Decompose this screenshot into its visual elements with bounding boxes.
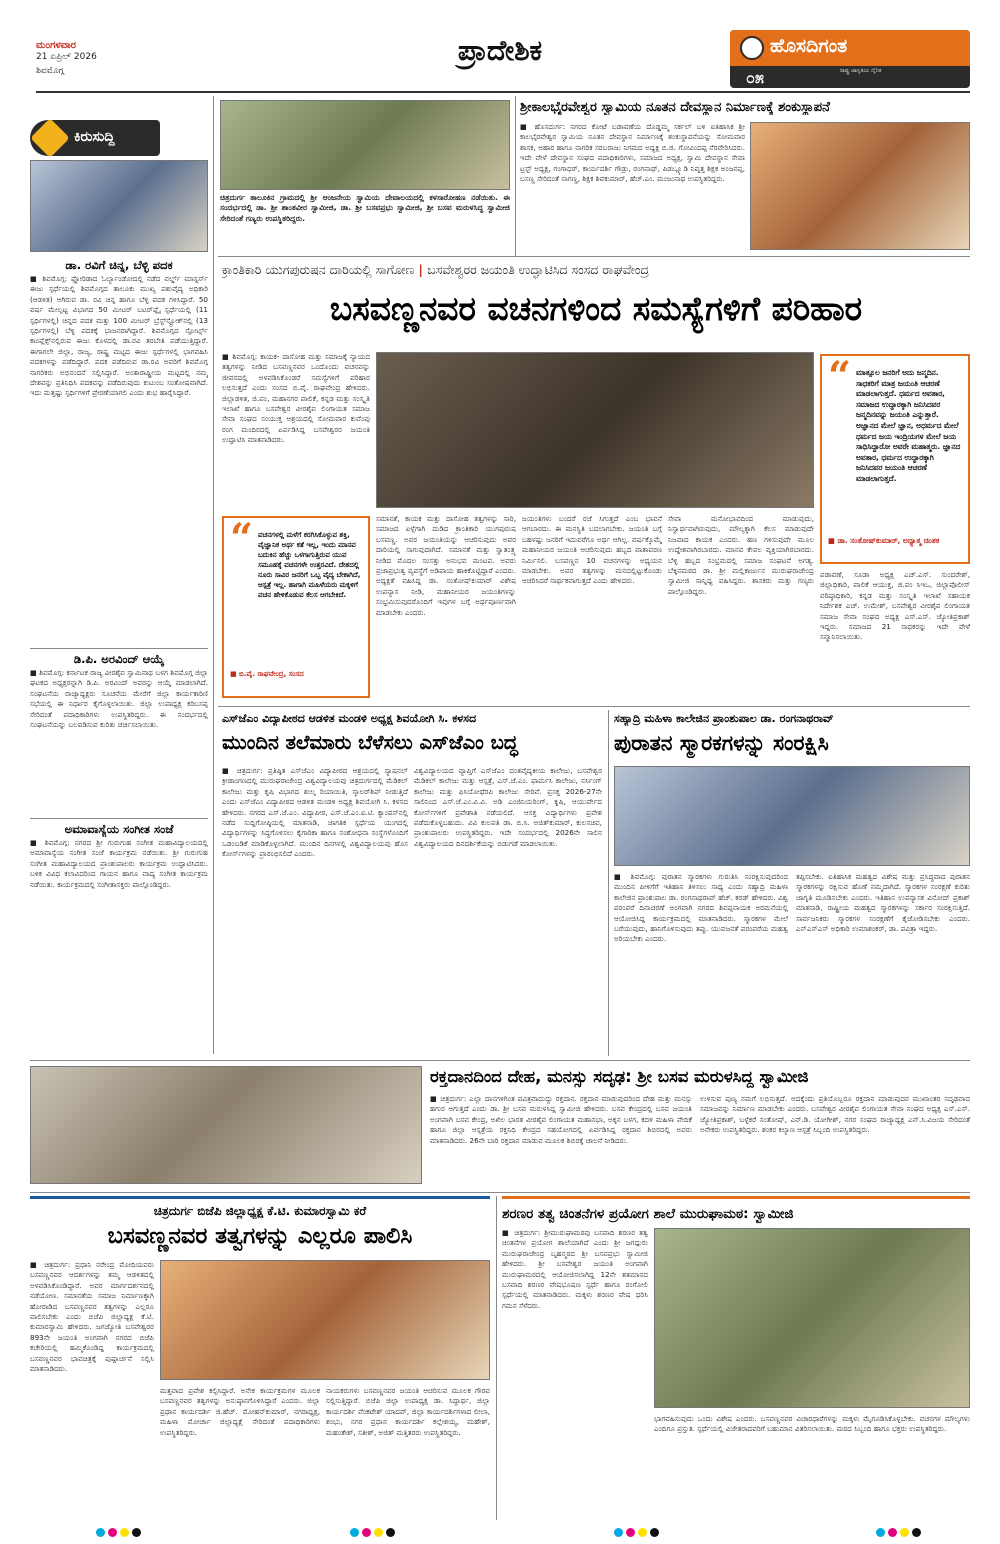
bjp-headline: ಬಸವಣ್ಣನವರ ತತ್ವಗಳನ್ನು ಎಲ್ಲರೂ ಪಾಲಿಸಿ [107, 1223, 413, 1249]
reg-dot-black [912, 1528, 921, 1537]
kirusuddi-icon [30, 118, 70, 158]
blood-headline: ರಕ್ತದಾನದಿಂದ ದೇಹ, ಮನಸ್ಸು ಸದೃಢ: ಶ್ರೀ ಬಸವ ಮರುಳಸಿದ್ದ ಸ್ವಾಮೀಜಿ [430, 1067, 809, 1086]
quote2-author: ■ ಡಾ. ಸಂತೋಷ್‌ಕುಮಾರ್, ಅಧ್ಯಾತ್ಮ ಚಿಂತಕ [828, 536, 940, 545]
sjm-col1: ■ ಚಿತ್ರದುರ್ಗ: ಪ್ರತಿಷ್ಠಿತ ಎಸ್‌ಜೆಎಂ ವಿದ್ಯಾಪೀಠದ ಆಶ್ರಯದಲ್ಲಿ ನ್ಯಾಷನಲ್ ಕ್ರೀಡಾಂಗಣದಲ್ಲಿ ಮುರುಘರಾಜೇಂದ್ರ ವಿಶ್ವವಿದ್ಯಾಲಯವು ಚಿತ್ರದುರ್ಗದಲ್ಲಿ ಮೆಡಿಕಲ್ ಕಾಲೇಜು ಮತ್ತು ಕೃಷಿ ವಿಭಾಗದ ಶುಲ್ಕ ರಿಯಾಯಿತಿ, ಸ್ಕಾಲರ್‌ಶಿಪ್ ನೀಡುತ್ತಿದೆ ಎಂದು ಎಸ್‌ಜೆಎಂ ವಿದ್ಯಾಪೀಠದ ಆಡಳಿತ ಮಂಡಳಿ ಅಧ್ಯಕ್ಷ ಶಿವಯೋಗಿ ಸಿ. ಕಳಸದ ಹೇಳಿದರು. ನಗರದ ಎಸ್.ಜೆ.ಎಂ. ವಿದ್ಯಾಪೀಠ, ಎಸ್.ಜೆ.ಎಂ.ಐ.ಟಿ. ಕ್ಯಾಂಪಸ್‌ನಲ್ಲಿ ನಡೆದ ಸುದ್ದಿಗೋಷ್ಠಿಯಲ್ಲಿ ಮಾತನಾಡಿ, ಜಾಗತಿಕ ಸ್ಪರ್ಧೆಯ ಯುಗದಲ್ಲಿ ವಿದ್ಯಾರ್ಥಿಗಳನ್ನು ಸಿದ್ಧಗೊಳಿಸಲು ಕೈಗಾರಿಕಾ ಹಾಗೂ ಸಂಶೋಧನಾ ಸಂಸ್ಥೆಗಳೊಂದಿಗೆ ಒಡಂಬಡಿಕೆ ಮಾಡಿಕೊಳ್ಳಲಾಗಿದೆ. ಮುಂದಿನ ದಿನಗಳಲ್ಲಿ ವಿಶ್ವವಿದ್ಯಾಲಯವು ಹೊಸ ಕೋರ್ಸ್‌ಗಳನ್ನು ಪ್ರಾರಂಭಿಸಲಿದೆ ಎಂದರು. [222, 766, 408, 859]
quote-icon: “ [828, 353, 852, 400]
bjp-event-photo [160, 1260, 490, 1380]
reg-dot-yellow [120, 1528, 129, 1537]
temple-body: ■ ಹೊಸದುರ್ಗ: ನಗರದ ಕೋಟೆ ಬಡಾವಣೆಯ ದೊಡ್ಡಮ್ಮ ಸರ್ಕಲ್ ಬಳಿ ಐತಿಹಾಸಿಕ ಶ್ರೀ ಕಾಲಭೈರವೇಶ್ವರ ಸ್ವಾಮಿಯ ನೂತನ ದೇವಸ್ಥಾನ ನಿರ್ಮಾಣಕ್ಕೆ ಶಂಕುಸ್ಥಾಪನೆಯನ್ನು ಸೋಮವಾರ ಶಾಸಕ, ಆಹಾರ ಹಾಗೂ ನಾಗರಿಕ ಸರಬರಾಜು ನಿಗಮದ ಅಧ್ಯಕ್ಷ ಬಿ.ಜಿ. ಗೋವಿಂದಪ್ಪ ನೆರವೇರಿಸಿದರು. ಇದೇ ವೇಳೆ ದೇವಸ್ಥಾನ ಸಂಘದ ಪದಾಧಿಕಾರಿಗಳು, ಸಮಾಜದ ಅಧ್ಯಕ್ಷ, ಸ್ವಾಮಿ ದೇವಸ್ಥಾನ ಸೇವಾ ಟ್ರಸ್ಟ್ ಅಧ್ಯಕ್ಷ, ಗಂಗಾಧರ್, ಕಾರ್ಯದರ್ಶಿ ಗೌಡ್ರು, ರಂಗನಾಥ್, ಪಿಡಬ್ಲ್ಯೂಡಿ ನಿವೃತ್ತ ಶಿಕ್ಷಕ ಅಂಜನಪ್ಪ, ಬಸಣ್ಣ ಸೇರಿದಂತೆ ನಾಗಣ್ಣ, ಶಿಕ್ಷಕ ಶಿವಕುಮಾರ್, ಹೆಚ್.ಎಂ. ಮಂಜುನಾಥ ಉಪಸ್ಥಿತರಿದ್ದರು. [520, 122, 745, 184]
masthead [0, 0, 1000, 92]
temple-title: ಶ್ರೀಕಾಲಭೈರವೇಶ್ವರ ಸ್ವಾಮಿಯ ನೂತನ ದೇವಸ್ಥಾನ ನಿರ್ಮಾಣಕ್ಕೆ ಶಂಕುಸ್ಥಾಪನೆ [520, 100, 830, 115]
lead-col1: ■ ಶಿವಮೊಗ್ಗ: ಕಾಯಕ- ದಾಸೋಹ ಮತ್ತು ಸಮಾಜಕ್ಕೆ ನ್ಯಾಯದ ತತ್ವಗಳನ್ನು ನೀಡಿದ ಬಸವಣ್ಣನವರ ಒಂದೊಂದು ವಚನವನ್ನು ಜೀವನದಲ್ಲಿ ಅಳವಡಿಸಿಕೊಂಡರೆ ಸಮಸ್ಯೆಗಳಿಗೆ ಪರಿಹಾರ ಲಭಿಸುತ್ತದೆ ಎಂದು ಸಂಸದ ಬಿ.ವೈ. ರಾಘವೇಂದ್ರ ಹೇಳಿದರು. ಜಿಲ್ಲಾಡಳಿತ, ಜಿ.ಪಂ, ಮಹಾನಗರ ಪಾಲಿಕೆ, ಕನ್ನಡ ಮತ್ತು ಸಂಸ್ಕೃತಿ ಇಲಾಖೆ ಹಾಗೂ ಬಸವೇಶ್ವರ ವೀರಶೈವ ಲಿಂಗಾಯತ ಸಮಾಜ ಸೇವಾ ಸಂಘದ ಸಂಯುಕ್ತ ಆಶ್ರಯದಲ್ಲಿ ಸೋಮವಾರ ಕುವೆಂಪು ರಂಗ ಮಂದಿರದಲ್ಲಿ ಏರ್ಪಡಿಸಿದ್ದ ಬಸವೇಶ್ವರರ ಜಯಂತಿ ಉದ್ಘಾಟಿಸಿ ಮಾತನಾಡಿದರು. [222, 352, 370, 445]
masthead-date-block [36, 40, 146, 76]
sjm-kicker: ಎಸ್‌ಜೆಎಂ ವಿದ್ಯಾಪೀಠದ ಆಡಳಿತ ಮಂಡಳಿ ಅಧ್ಯಕ್ಷ ಶಿವಯೋಗಿ ಸಿ. ಕಳಸದ [222, 712, 477, 725]
heritage-headline: ಪುರಾತನ ಸ್ಮಾರಕಗಳನ್ನು ಸಂರಕ್ಷಿಸಿ [614, 731, 829, 755]
sharana-headline: ಶರಣರ ತತ್ವ ಚಿಂತನೆಗಳ ಪ್ರಯೋಗ ಶಾಲೆ ಮುರುಘಾಮಠ: ಸ್ವಾಮೀಜಿ [502, 1206, 794, 1222]
reg-dot-black [386, 1528, 395, 1537]
reg-dot-magenta [362, 1528, 371, 1537]
story2-body: ■ ಶಿವಮೊಗ್ಗ: ಕರ್ನಾಟಕ ರಾಜ್ಯ ವೀರಶೈವ ಸ್ವಾಮಿನಾಥ ಬಳಗ ಶಿವಮೊಗ್ಗ ಜಿಲ್ಲಾ ಘಟಕದ ಅಧ್ಯಕ್ಷರನ್ನಾಗಿ ಡಿ.ಪಿ. ಅರವಿಂದ್ ಅವರನ್ನು ಆಯ್ಕೆ ಮಾಡಲಾಗಿದೆ. ಸಂಘಟನೆಯ ರಾಜ್ಯಾಧ್ಯಕ್ಷರು ಸೂಚನೆಯ ಮೇರೆಗೆ ಜಿಲ್ಲಾ ಕಾರ್ಯಕಾರಿಣಿ ಸಭೆಯಲ್ಲಿ ಈ ನಿರ್ಧಾರ ಕೈಗೊಳ್ಳಲಾಯಿತು. ಜಿಲ್ಲಾ ಉಪಾಧ್ಯಕ್ಷ ಕರಿಬಸಪ್ಪ ಸೇರಿದಂತೆ ಪದಾಧಿಕಾರಿಗಳು ಉಪಸ್ಥಿತರಿದ್ದರು. ಈ ಸಂದರ್ಭದಲ್ಲಿ ಸಂಘಟನೆಯನ್ನು ಬಲಪಡಿಸುವ ಕುರಿತು ಚರ್ಚಿಸಲಾಯಿತು. [30, 668, 208, 730]
lead-kicker-left: ಕ್ರಾಂತಿಕಾರಿ ಯುಗಪುರುಷನ ದಾರಿಯಲ್ಲಿ ಸಾಗೋಣ [222, 262, 415, 277]
heritage-col1: ■ ಶಿವಮೊಗ್ಗ: ಪುರಾತನ ಸ್ಮಾರಕಗಳು ಗುರುತಿಸಿ ಸಂರಕ್ಷಿಸುವುದರಿಂದ ಮುಂದಿನ ಪೀಳಿಗೆಗೆ ಇತಿಹಾಸ ತಿಳಿಸಲು ಸಾಧ್ಯ ಎಂದು ಸಹ್ಯಾದ್ರಿ ಮಹಿಳಾ ಕಾಲೇಜಿನ ಪ್ರಾಂಶುಪಾಲ ಡಾ. ರಂಗನಾಥರಾವ್ ಹೆಚ್. ಕರಡ್ ಹೇಳಿದರು. ವಿಶ್ವ ಪರಂಪರೆ ದಿನಾಚರಣೆ ಅಂಗವಾಗಿ ನಗರದ ಶಿವಪ್ಪನಾಯಕ ಅರಮನೆಯಲ್ಲಿ ಆಯೋಜಿಸಿದ್ದ ಕಾರ್ಯಕ್ರಮದಲ್ಲಿ ಮಾತನಾಡಿದರು. ಸ್ಮಾರಕಗಳ ಮೇಲೆ ಬರೆಯುವುದು, ಹಾನಿಗೊಳಿಸುವುದು ತಪ್ಪು. ಯುವಜನತೆ ಪರಂಪರೆಯ ಮಹತ್ವ ಅರಿಯಬೇಕು ಎಂದರು. [614, 872, 788, 944]
weekday: ಮಂಗಳವಾರ [36, 40, 77, 51]
story3-title: ಅಮಾವಾಸ್ಯೆಯ ಸಂಗೀತ ಸಂಜೆ [64, 822, 174, 836]
reg-dot-yellow [900, 1528, 909, 1537]
heritage-col2: ತಪ್ಪಿಸಬೇಕು. ಐತಿಹಾಸಿಕ ಮಹತ್ವದ ವಿಶೇಷ ಮತ್ತು ಪ್ರಸಿದ್ಧವಾದ ಪುರಾತನ ಸ್ಮಾರಕಗಳನ್ನು ರಕ್ಷಿಸುವ ಹೊಣೆ ನಮ್ಮದಾಗಿದೆ. ಸ್ಮಾರಕಗಳ ಸಂರಕ್ಷಣೆ ಕುರಿತು ಜಾಗೃತಿ ಮೂಡಿಸಬೇಕು ಎಂದರು. ಇತಿಹಾಸ ಉಪನ್ಯಾಸಕ ವಿನೋದ್ ಪ್ರಕಾಶ್ ಮಾತನಾಡಿ, ರಾಷ್ಟ್ರೀಯ ಮಹತ್ವದ ಸ್ಮಾರಕಗಳನ್ನು ಸರ್ಕಾರ ಸಂರಕ್ಷಿಸುತ್ತಿದೆ. ಸಾರ್ವಜನಿಕರು ಸ್ಮಾರಕಗಳ ಸಂರಕ್ಷಣೆಗೆ ಕೈಜೋಡಿಸಬೇಕು ಎಂದರು. ಎನ್ಎಸ್ಎಸ್ ಅಧಿಕಾರಿ ಉಮಾಶಂಕರ್, ಡಾ. ಪವಿತ್ರಾ ಇದ್ದರು. [796, 872, 970, 934]
bjp-kicker: ಚಿತ್ರದುರ್ಗ ಬಿಜೆಪಿ ಜಿಲ್ಲಾಧ್ಯಕ್ಷ ಕೆ.ಟಿ. ಕುಮಾರಸ್ವಾಮಿ ಕರೆ [153, 1204, 367, 1218]
reg-dot-cyan [614, 1528, 623, 1537]
bjp-col2: ಮತ್ತವಾದ ಪ್ರವೇಶ ಕಲ್ಪಿಸಿದ್ದಾರೆ. ಅನೇಕ ಕಾರ್ಯಕ್ರಮಗಳ ಮೂಲಕ ಬಸವಣ್ಣನವರ ತತ್ವಗಳನ್ನು ಅನುಷ್ಠಾನಗೊಳಿಸಿದ್ದಾರೆ ಎಂದರು. ಜಿಲ್ಲಾ ಪ್ರಧಾನ ಕಾರ್ಯದರ್ಶಿ ಜಿ.ಹೆಚ್. ಮೋಹನ್‌ಕುಮಾರ್, ನಗರಾಧ್ಯಕ್ಷ, ಮಹಿಳಾ ಮೋರ್ಚಾ ಜಿಲ್ಲಾಧ್ಯಕ್ಷೆ ಸೇರಿದಂತೆ ಪದಾಧಿಕಾರಿಗಳು ಉಪಸ್ಥಿತರಿದ್ದರು. [160, 1386, 320, 1437]
quote-icon: “ [230, 515, 254, 562]
reg-dot-magenta [888, 1528, 897, 1537]
quote1-author: ■ ಬಿ.ವೈ. ರಾಘವೇಂದ್ರ, ಸಂಸದ [230, 670, 304, 678]
reg-dot-magenta [108, 1528, 117, 1537]
page-number: ೦೫ [746, 68, 764, 87]
bjp-col3: ನಾಯಕರುಗಳು ಬಸವಣ್ಣನವರ ಜಯಂತಿ ಆಚರಿಸುವ ಮೂಲಕ ಗೌರವ ಸಲ್ಲಿಸುತ್ತಿದ್ದಾರೆ. ಬಿಜೆಪಿ ಜಿಲ್ಲಾ ಉಪಾಧ್ಯಕ್ಷ ಡಾ. ಸಿದ್ದಾರ್ಥ, ಜಿಲ್ಲಾ ಕಾರ್ಯದರ್ಶಿ ವೆಂಕಟೇಶ್ ಯಾದವ್, ಜಿಲ್ಲಾ ಕಾರ್ಯದರ್ಶಿಗಳಾದ ಲೀಲಾ, ಶಂಭು, ನಗರ ಪ್ರಧಾನ ಕಾರ್ಯದರ್ಶಿ ಕಲ್ಲೇಶಯ್ಯ, ಮಹೇಶ್, ಮಹಂತೇಶ್, ಸತೀಶ್, ಅಜಿತ್ ಮತ್ತಿತರರು ಉಪಸ್ಥಿತರಿದ್ದರು. [326, 1386, 490, 1437]
section-title: ಪ್ರಾದೇಶಿಕ [457, 34, 543, 67]
lead-quote-1 [222, 516, 370, 698]
kirusuddi-label: ಕಿರುಸುದ್ದಿ [74, 129, 115, 145]
reg-dot-yellow [638, 1528, 647, 1537]
reg-dot-black [132, 1528, 141, 1537]
brand-badge [730, 30, 970, 88]
heritage-group-photo [614, 766, 970, 866]
lead-headline: ಬಸವಣ್ಣನವರ ವಚನಗಳಿಂದ ಸಮಸ್ಯೆಗಳಿಗೆ ಪರಿಹಾರ [329, 289, 863, 328]
reg-dot-cyan [876, 1528, 885, 1537]
sjm-headline: ಮುಂದಿನ ತಲೆಮಾರು ಬೆಳೆಸಲು ಎಸ್‌ಜೆಎಂ ಬದ್ಧ [222, 731, 518, 754]
lead-col2: ಸಮಾನತೆ, ಕಾಯಕ ಮತ್ತು ದಾಸೋಹ ತತ್ವಗಳನ್ನು ಸಾರಿ, ಸಮಾಜದ ಏಳ್ಗೆಗಾಗಿ ದುಡಿದ ಕ್ರಾಂತಿಕಾರಿ ಯುಗಪುರುಷ ಬಸವಣ್ಣ. ಅವರ ಜಯಂತಿಯನ್ನು ಆಚರಿಸುವುದು ಅವರ ದಾರಿಯಲ್ಲಿ ಸಾಗುವುದಾಗಿದೆ. ಸಮಾನತೆ ಮತ್ತು ಸ್ವಾತಂತ್ರ್ಯ ನೀಡಿದ ಮೊದಲ ಸಂಸತ್ತು ಅನುಭವ ಮಂಟಪ. ಅವರು ಪ್ರಜಾಪ್ರಭುತ್ವ ವ್ಯವಸ್ಥೆಗೆ ಅಡಿಪಾಯ ಹಾಕಿಕೊಟ್ಟಿದ್ದಾರೆ ಎಂದರು. ಅಧ್ಯಕ್ಷತೆ ವಹಿಸಿದ್ದ ಡಾ. ಸಂತೋಷ್‌ಕುಮಾರ್ ವಿಶೇಷ ಉಪನ್ಯಾಸ ನೀಡಿ, ಮಹಾನೀಯರ ಜಯಂತಿಗಳನ್ನು ಸಂಭ್ರಮಿಸುವುದರೊಂದಿಗೆ ಇವುಗಳ ಬಗ್ಗೆ ಅರ್ಥಪೂರ್ಣವಾಗಿ ಮಾಡಬೇಕು ಎಂದರು. [376, 514, 516, 617]
swimmer-photo [30, 160, 208, 252]
sharana-col2: ಭಾಗವಹಿಸುವುದು ಒಂದು ವಿಶೇಷ ಎಂದರು. ಬಸವಣ್ಣನವರ ವಿಚಾರಧಾರೆಗಳನ್ನು ಮಕ್ಕಳು ಮೈಗೂಡಿಸಿಕೊಳ್ಳಬೇಕು. ವಚನಗಳ ಮೌಲ್ಯಗಳು ಎಂದಿಗೂ ಪ್ರಸ್ತುತ. ಸ್ಪರ್ಧೆಯಲ್ಲಿ ವಿಜೇತರಾದವರಿಗೆ ಬಹುಮಾನ ವಿತರಿಸಲಾಯಿತು. ಮಠದ ಸಿಬ್ಬಂದಿ ಹಾಗೂ ಭಕ್ತರು ಉಪಸ್ಥಿತರಿದ್ದರು. [654, 1414, 970, 1434]
lead-stage-photo [376, 352, 814, 508]
lead-kicker: ಕ್ರಾಂತಿಕಾರಿ ಯುಗಪುರುಷನ ದಾರಿಯಲ್ಲಿ ಸಾಗೋಣ | ಬಸವೇಶ್ವರರ ಜಯಂತಿ ಉದ್ಘಾಟಿಸಿದ ಸಂಸದ ರಾಘವೇಂದ್ರ [222, 262, 649, 277]
blood-col2: ಉಳಿಸುವ ಪುಣ್ಯ ನಮಗೆ ಲಭಿಸುತ್ತದೆ. ಅದಕ್ಕೆಂದು ಪ್ರತಿಯೊಬ್ಬರೂ ರಕ್ತದಾನ ಮಾಡುವುದರ ಮುಖಾಂತರ ಸದೃಢವಾದ ಸಮಾಜವನ್ನು ನಿರ್ಮಾಣ ಮಾಡಬೇಕು ಎಂದರು. ಬಸವೇಶ್ವರ ವೀರಶೈವ ಲಿಂಗಾಯತ ಸೇವಾ ಸಂಘದ ಅಧ್ಯಕ್ಷ ಎಸ್.ಎಸ್. ಜ್ಯೋತಿಪ್ರಕಾಶ್, ಬಳ್ಳೆಕರೆ ಸಂತೋಷ್, ಎನ್.ಡಿ. ಯೋಗೀಶ್, ನಗರ ಸಂಘದ ರಾಜ್ಯಾಧ್ಯಕ್ಷ ಎನ್.ಸಿ.ವಿಜಯ ಸೇರಿದಂತೆ ಅನೇಕರು ಉಪಸ್ಥಿತರಿದ್ದರು. ಶಂಕರ ಕಲ್ಯಾಣ ಆಸ್ಪತ್ರೆ ಸಿಬ್ಬಂದಿ ಉಪಸ್ಥಿತರಿದ್ದರು. [700, 1094, 970, 1135]
story1-body: ■ ಶಿವಮೊಗ್ಗ: ಫ್ಲೋರಿಡಾದ ಓರ್ಲ್ಯಾಂಡೋದಲ್ಲಿ ನಡೆದ ವರ್ಲ್ಡ್ ಮಾಸ್ಟರ್ಸ್ ಈಜು ಸ್ಪರ್ಧೆಯಲ್ಲಿ ಶಿವಮೊಗ್ಗದ ತಾಲೂಕು ಮುಖ್ಯ ಪಶುವೈದ್ಯ ಅಧಿಕಾರಿ (ಆಡಳಿತ) ಆಗಿರುವ ಡಾ. ರವಿ ಚಿನ್ನ ಹಾಗೂ ಬೆಳ್ಳಿ ಪದಕ ಗಳಿಸಿದ್ದಾರೆ. 50 ವರ್ಷ ಮೇಲ್ಪಟ್ಟ ವಿಭಾಗದ 50 ಮೀಟರ್ ಬಟರ್‌ಫ್ಲೈ ಸ್ಪರ್ಧೆಯಲ್ಲಿ (11 ಸ್ಪರ್ಧಿಗಳಲ್ಲಿ) ಚಿನ್ನದ ಪದಕ ಮತ್ತು 100 ಮೀಟರ್ ಬ್ರೆಸ್ಟ್‌ಸ್ಟ್ರೋಕ್‌ನಲ್ಲಿ (13 ಸ್ಪರ್ಧಿಗಳಲ್ಲಿ) ಬೆಳ್ಳಿ ಪದಕಕ್ಕೆ ಭಾಜನರಾಗಿದ್ದಾರೆ. ಶಿವಮೊಗ್ಗದ ಸ್ಪೋರ್ಟ್ಸ್ ಕಾಂಪ್ಲೆಕ್ಸ್‌ನಲ್ಲಿರುವ ಈಜು ಕೊಳದಲ್ಲಿ ಡಾ.ರವಿ ತರಬೇತಿ ಪಡೆಯುತ್ತಿದ್ದಾರೆ. ಈಗಾಗಲೇ ಜಿಲ್ಲಾ, ರಾಜ್ಯ, ರಾಷ್ಟ್ರ ಮಟ್ಟದ ಈಜು ಸ್ಪರ್ಧೆಗಳಲ್ಲಿ ಭಾಗವಹಿಸಿ ಪದಕಗಳನ್ನು ಪಡೆದಿದ್ದಾರೆ. ಪದಕ ಪಡೆದಿರುವ ಡಾ.ರವಿ ಅವರಿಗೆ ಶಿವಮೊಗ್ಗ ನಾಗರಿಕರು ಅಭಿನಂದನೆ ಸಲ್ಲಿಸಿದ್ದಾರೆ. ಅಂತಾರಾಷ್ಟ್ರೀಯ ಮಟ್ಟದಲ್ಲಿ ನಮ್ಮ ದೇಶವನ್ನು ಪ್ರತಿನಿಧಿಸಿ ಪದಕವನ್ನು ಪಡೆದಿರುವುದು ಕುಟುಂಬ ಸಂತೋಷವಾಗಿದೆ. ಇದು ಮತ್ತಷ್ಟು ಸ್ಪರ್ಧಿಗಳಿಗೆ ಪ್ರೇರಣೆಯಾಗಲಿ ಎಂದು ಶುಭ ಹಾರೈಸಿದ್ದಾರೆ. [30, 274, 208, 398]
quote2-text: ಮಾತ್ಸೂಲ ಜನರಿಗೆ ಅದು ಜನ್ಮದಿನ. ಸಾಧಕರಿಗೆ ಮಾತ್ರ ಜಯಂತಿ ಆಚರಣೆ ಮಾಡಲಾಗುತ್ತದೆ. ಧರ್ಮದ ಅವತಾರ, ಸಮಾಜದ ಉದ್ಧಾರಕ್ಕಾಗಿ ಜನಿಸಿದವರ ಜನ್ಮದಿನವನ್ನು ಜಯಂತಿ ಎನ್ನುತ್ತಾರೆ. ಅಜ್ಞಾನದ ಮೇಲೆ ಜ್ಞಾನ, ಅಧರ್ಮದ ಮೇಲೆ ಧರ್ಮದ ಜಯ ಇಂದ್ರಿಯಗಳ ಮೇಲೆ ಜಯ ಸಾಧಿಸಿದ್ದಾರೋ ಅವರೇ ಮಹಾತ್ಮರು. ಜ್ಞಾನದ ಅವತಾರ, ಧರ್ಮದ ಉದ್ಧಾರಕ್ಕಾಗಿ ಜನಿಸಿದವರ ಜಯಂತಿ ಆಚರಣೆ ಮಾಡಲಾಗುತ್ತದೆ. [856, 368, 961, 483]
reg-dot-cyan [96, 1528, 105, 1537]
lead-quote-2 [820, 354, 970, 564]
lead-kicker-right: ಬಸವೇಶ್ವರರ ಜಯಂತಿ ಉದ್ಘಾಟಿಸಿದ ಸಂಸದ ರಾಘವೇಂದ್ರ [427, 262, 649, 277]
kirusuddi-badge [30, 120, 160, 156]
story3-body: ■ ಶಿವಮೊಗ್ಗ: ನಗರದ ಶ್ರೀ ಗುರುಗುಹ ಸಂಗೀತ ಮಹಾವಿದ್ಯಾಲಯದಲ್ಲಿ ಅಮಾವಾಸ್ಯೆಯ ಸಂಗೀತ ಸಂಜೆ ಕಾರ್ಯಕ್ರಮ ನಡೆಯಿತು. ಶ್ರೀ ಗುರುಗುಹ ಸಂಗೀತ ಮಹಾವಿದ್ಯಾಲಯದ ಪ್ರಾಂಶುಪಾಲರು ಕಾರ್ಯಕ್ರಮ ಉದ್ಘಾಟಿಸಿದರು. ಬಳಿಕ ವಿವಿಧ ಕಲಾವಿದರಿಂದ ಗಾಯನ ಹಾಗೂ ವಾದ್ಯ ಸಂಗೀತ ಕಾರ್ಯಕ್ರಮ ನಡೆಯಿತು. ಕಾರ್ಯಕ್ರಮದಲ್ಲಿ ಸಂಗೀತಾಸಕ್ತರು ಪಾಲ್ಗೊಂಡಿದ್ದರು. [30, 838, 208, 889]
story1-title: ಡಾ. ರವಿಗೆ ಚಿನ್ನ, ಬೆಳ್ಳಿ ಪದಕ [65, 258, 173, 272]
story2-title: ಡಿ.ಪಿ. ಅರವಿಂದ್ ಆಯ್ಕೆ [73, 652, 165, 666]
blood-col1: ■ ಚಿತ್ರದುರ್ಗ: ಎಲ್ಲಾ ದಾನಗಳಿಗಿಂತ ಪವಿತ್ರವಾದುದ್ದು ರಕ್ತದಾನ. ರಕ್ತದಾನ ಮಾಡುವುದರಿಂದ ದೇಹ ಮತ್ತು ಮನಸ್ಸು ಹಗುರ ಆಗುತ್ತದೆ ಎಂದು ಡಾ. ಶ್ರೀ ಬಸವ ಮರುಳಸಿದ್ದ ಸ್ವಾಮೀಜಿ ಹೇಳಿದರು. ಬಸವ ಕೇಂದ್ರದಲ್ಲಿ ಬಸವ ಜಯಂತಿ ಅಂಗವಾಗಿ ಬಸವ ಕೇಂದ್ರ, ಅಖಿಲ ಭಾರತ ವೀರಶೈವ ಲಿಂಗಾಯತ ಮಹಾಸಭಾ, ಅಕ್ಕನ ಬಳಗ, ಕದಳಿ ಮಹಿಳಾ ವೇದಿಕೆ ಹಾಗೂ ಜಿಲ್ಲಾ ಆಸ್ಪತ್ರೆಯ ರಕ್ತನಿಧಿ ಕೇಂದ್ರದ ಸಹಯೋಗದಲ್ಲಿ ಏರ್ಪಡಿಸಿದ್ದ ರಕ್ತದಾನ ಶಿಬಿರದಲ್ಲಿ ಅವರು ಮಾತನಾಡಿದರು. 26ನೇ ಬಾರಿ ರಕ್ತದಾನ ಮಾಡುವ ಮೂಲಕ ಶಿಬಿರಕ್ಕೆ ಚಾಲನೆ ನೀಡಿದರು. [430, 1094, 692, 1145]
brand-logo-icon [740, 36, 764, 60]
sharana-children-photo [654, 1228, 970, 1408]
reg-dot-magenta [626, 1528, 635, 1537]
registration-marks [0, 1528, 1000, 1540]
lead-col3: ಜಯಂತಿಗಳು ಬಂದರೆ ರಜೆ ಸಿಗುತ್ತದೆ ಎಂಬ ಭಾವನೆ ಆಗಬಾರದು. ಈ ಮನಸ್ಥಿತಿ ಬದಲಾಗಬೇಕು. ಜಯಂತಿ ಬಗ್ಗೆ ಬಹಳಷ್ಟು ಜನರಿಗೆ ಇದುವರೆಗೂ ಅರ್ಥ ಆಗಿಲ್ಲ. ವರ್ಷಕ್ಕೊಮ್ಮೆ ಮಹಾನೀಯರ ಜಯಂತಿ ಆಚರಿಸುವುದು ಹಬ್ಬದ ವಾತಾವರಣ ನಿರ್ಮಿಸಲಿ. ಬಸವಣ್ಣನ 10 ವಚನಗಳನ್ನು ಅಧ್ಯಯನ ಮಾಡಬೇಕು. ಅವರ ತತ್ವಗಳನ್ನು ಮನದಲ್ಲಿಟ್ಟುಕೊಂಡು ಆಚರಿಸಿದರೆ ಸಾರ್ಥಕವಾಗುತ್ತದೆ ಎಂದು ಹೇಳಿದರು. [522, 514, 662, 586]
temple-crowd-photo [220, 100, 510, 190]
reg-dot-black [650, 1528, 659, 1537]
heritage-kicker: ಸಹ್ಯಾದ್ರಿ ಮಹಿಳಾ ಕಾಲೇಜಿನ ಪ್ರಾಂಶುಪಾಲ ಡಾ. ರಂಗನಾಥರಾವ್ [614, 712, 834, 725]
temple-ceremony-photo [750, 122, 970, 250]
reg-dot-yellow [374, 1528, 383, 1537]
sharana-col1: ■ ಚಿತ್ರದುರ್ಗ: ಶ್ರೀಮುರುಘಾಮಠವು ಬಸವಾದಿ ಶರಣರ ತತ್ವ ಚಿಂತನೆಗಳ ಪ್ರಯೋಗ ಶಾಲೆಯಾಗಿದೆ ಎಂದು ಶ್ರೀ ಜಗದ್ಗುರು ಮುರುಘರಾಜೇಂದ್ರ ಬೃಹನ್ಮಠದ ಶ್ರೀ ಬಸವಪ್ರಭು ಸ್ವಾಮೀಜಿ ಹೇಳಿದರು. ಶ್ರೀ ಬಸವೇಶ್ವರ ಜಯಂತಿ ಅಂಗವಾಗಿ ಮುರುಘಾಮಠದಲ್ಲಿ ಆಯೋಜಿಸಲಾಗಿದ್ದ 12ನೇ ಶತಮಾನದ ಬಸವಾದಿ ಶರಣರ ವೇಷಭೂಷಣ ಸ್ಪರ್ಧೆ ಹಾಗೂ ರಂಗೋಲಿ ಸ್ಪರ್ಧೆಯಲ್ಲಿ ಮಾತನಾಡಿದರು. ಮಕ್ಕಳು ಶರಣರ ವೇಷ ಧರಿಸಿ ಗಮನ ಸೆಳೆದರು. [502, 1228, 648, 1310]
sjm-col2: ವಿಶ್ವವಿದ್ಯಾಲಯದ ವ್ಯಾಪ್ತಿಗೆ ಎಸ್‌ಜೆಎಂ ದಂತವೈದ್ಯಕೀಯ ಕಾಲೇಜು, ಬಸವೇಶ್ವರ ಮೆಡಿಕಲ್ ಕಾಲೇಜು ಮತ್ತು ಆಸ್ಪತ್ರೆ, ಎಸ್.ಜೆ.ಎಂ. ಫಾರ್ಮಸಿ ಕಾಲೇಜು, ನರ್ಸಿಂಗ್ ಕಾಲೇಜು ಮತ್ತು ಫಿಸಿಯೋಥೆರಪಿ ಕಾಲೇಜು ಸೇರಿವೆ. ಪ್ರಸಕ್ತ 2026-27ನೇ ಸಾಲಿನಿಂದ ಎಸ್.ಜೆ.ಎಂ.ವಿ.ವಿ. ಅಡಿ ಎಂಜಿನಿಯರಿಂಗ್, ಕೃಷಿ, ಆಯುರ್ವೇದ ಕೋರ್ಸ್‌ಗಳಿಗೆ ಪ್ರವೇಶಾತಿ ನಡೆಯಲಿದೆ. ಆಸಕ್ತ ವಿದ್ಯಾರ್ಥಿಗಳು ಪ್ರವೇಶ ಪಡೆದುಕೊಳ್ಳಬಹುದು. ವಿವಿ ಕುಲಪತಿ ಡಾ. ಬಿ.ಸಿ. ಅಜಿತ್‌ಕುಮಾರ್, ಕುಲಸಚಿವ, ಪ್ರಾಂಶುಪಾಲರು ಉಪಸ್ಥಿತರಿದ್ದರು. ಇದೇ ಸಂದರ್ಭದಲ್ಲಿ 2026ನೇ ಸಾಲಿನ ವಿಶ್ವವಿದ್ಯಾಲಯದ ದಿನದರ್ಶಿಕೆಯನ್ನು ಬಿಡುಗಡೆ ಮಾಡಲಾಯಿತು. [414, 766, 602, 848]
lead-col4: ಸೇವಾ ಮನೋಭಾವದಿಂದ ಮಾಡುವುದು, ನಿಸ್ವಾರ್ಥವಾಗಿರುವುದು, ಮೌಲ್ಯಕ್ಕಾಗಿ ಕೆಲಸ ಮಾಡುವುದೇ ನಿಜವಾದ ಕಾಯಕ ಎಂದರು. ಹಣ ಗಳಿಸುವುದೇ ಮೂಲ ಉದ್ದೇಶವಾಗಿರಬಾರದು. ಮಾನವ ಕೇವಲ ವ್ಯಕ್ತಿಯಾಗಿರಬಾರದು. ಬೆಳ್ಳಿ ಹಬ್ಬದ ಸಂಭ್ರಮದಲ್ಲಿ ಸಮಾಜ ಸಂಘಟನೆ ಅಗತ್ಯ. ಬೆಕ್ಕಿನಮಠದ ಡಾ. ಶ್ರೀ ಮಲ್ಲಿಕಾರ್ಜುನ ಮುರುಘರಾಜೇಂದ್ರ ಸ್ವಾಮೀಜಿ ಸಾನ್ನಿಧ್ಯ ವಹಿಸಿದ್ದರು. ಶಾಸಕರು ಮತ್ತು ಗಣ್ಯರು ಪಾಲ್ಗೊಂಡಿದ್ದರು. [668, 514, 814, 596]
quote1-text: ವಚನಗಳಲ್ಲಿ ಮಳೆಗೆ ಕರಗಿಸಿಕೊಳ್ಳುವ ಶಕ್ತಿ, ವೈಜ್ಞಾನಿಕ ಅರ್ಥ ಕತೆ ಇಲ್ಲ, ಇಂದು ಮಾನವ ಬದುಕಿನ ಹೆಚ್ಚು ಒಳಗಾಗುತ್ತಿರುವ ಯುವ ಸಮೂಹಕ್ಕೆ ವಚನಗಳೇ ಉತ್ತರವಿದೆ. ದೇಶದಲ್ಲಿ ನೂರು ಸಾವಿರ ಜನರಿಗೆ ಒಬ್ಬ ವೈದ್ಯ ಬೇಕಾಗಿದೆ, ಆಸ್ಪತ್ರೆ ಇಲ್ಲ. ಹಾಗಾಗಿ ಮಹಿಳೆಯರು ಮಕ್ಕಳಿಗೆ ವಚನ ಹೇಳಿಕೊಡುವ ಕೆಲಸ ಆಗಬೇಕಿದೆ. [258, 531, 361, 599]
brand-tagline: ರಾಷ್ಟ್ರ ಜಾಗೃತಿಯ ದೈನಿಕ [840, 68, 882, 74]
date: 21 ಏಪ್ರಿಲ್ 2026 [36, 52, 97, 62]
brand-name: ಹೊಸದಿಗಂತ [770, 35, 848, 57]
bjp-col1: ■ ಚಿತ್ರದುರ್ಗ: ಪ್ರಧಾನಿ ನರೇಂದ್ರ ಮೋದಿಯವರು ಬಸವಣ್ಣನವರ ಆದರ್ಶಗಳನ್ನು ತಮ್ಮ ಆಡಳಿತದಲ್ಲಿ ಅಳವಡಿಸಿಕೊಂಡಿದ್ದಾರೆ. ಅವರ ಮಾರ್ಗದರ್ಶನದಲ್ಲಿ ನಡೆಯೋಣ. ಸಮಾನತೆಯ ಸಮಾಜ ನಿರ್ಮಾಣಕ್ಕಾಗಿ ಹೋರಾಡಿದ ಬಸವಣ್ಣನವರ ತತ್ವಗಳನ್ನು ಎಲ್ಲರೂ ಪಾಲಿಸಬೇಕು ಎಂದು ಬಿಜೆಪಿ ಜಿಲ್ಲಾಧ್ಯಕ್ಷ ಕೆ.ಟಿ. ಕುಮಾರಸ್ವಾಮಿ ಹೇಳಿದರು. ಜಗಜ್ಯೋತಿ ಬಸವೇಶ್ವರರ 893ನೇ ಜಯಂತಿ ಅಂಗವಾಗಿ ನಗರದ ಬಿಜೆಪಿ ಕಚೇರಿಯಲ್ಲಿ ಹಮ್ಮಿಕೊಂಡಿದ್ದ ಕಾರ್ಯಕ್ರಮದಲ್ಲಿ ಬಸವಣ್ಣನವರ ಭಾವಚಿತ್ರಕ್ಕೆ ಪುಷ್ಪಾರ್ಚನೆ ಸಲ್ಲಿಸಿ ಮಾತನಾಡಿದರು. [30, 1260, 154, 1374]
reg-dot-cyan [350, 1528, 359, 1537]
city: ಶಿವಮೊಗ್ಗ [36, 66, 64, 76]
blood-donation-photo [30, 1066, 422, 1184]
lead-col5: ಪಡಾವಣೆ, ಸೂಡಾ ಅಧ್ಯಕ್ಷ ಎಚ್.ಎಸ್. ಸುಂದರೇಶ್, ಜಿಲ್ಲಾಧಿಕಾರಿ, ಪಾಲಿಕೆ ಆಯುಕ್ತ, ಜಿ.ಪಂ ಸಿಇಒ, ಜಿಲ್ಲಾಪೊಲೀಸ್ ವರಿಷ್ಠಾಧಿಕಾರಿ, ಕನ್ನಡ ಮತ್ತು ಸಂಸ್ಕೃತಿ ಇಲಾಖೆ ಸಹಾಯಕ ನಿರ್ದೇಶಕ ಎಚ್. ಉಮೇಶ್, ಬಸವೇಶ್ವರ ವೀರಶೈವ ಲಿಂಗಾಯತ ಸಮಾಜ ಸೇವಾ ಸಂಘದ ಅಧ್ಯಕ್ಷ ಎಸ್.ಎಸ್. ಜ್ಯೋತಿಪ್ರಕಾಶ್ ಇದ್ದರು. ಸಮಾಜದ 21 ಸಾಧಕರನ್ನು ಇದೇ ವೇಳೆ ಸನ್ಮಾನಿಸಲಾಯಿತು. [820, 570, 970, 642]
top-photo-caption: ಚಿತ್ರದುರ್ಗ ತಾಲೂಕಿನ ಗ್ರಾಮದಲ್ಲಿ ಶ್ರೀ ಆಂಜನೇಯ ಸ್ವಾಮಿಯ ದೇವಾಲಯದಲ್ಲಿ ಕಳಸಾರೋಹಣ ನಡೆಯಿತು. ಈ ಸಂದರ್ಭದಲ್ಲಿ ಡಾ. ಶ್ರೀ ಶಾಂತವೀರ ಸ್ವಾಮೀಜಿ, ಡಾ. ಶ್ರೀ ಬಸವಪ್ರಭು ಸ್ವಾಮೀಜಿ, ಶ್ರೀ ಬಸವ ಮರುಳಸಿದ್ಧ ಸ್ವಾಮೀಜಿ ಸೇರಿದಂತೆ ಗಣ್ಯರು ಉಪಸ್ಥಿತರಿದ್ದರು. [220, 193, 510, 223]
